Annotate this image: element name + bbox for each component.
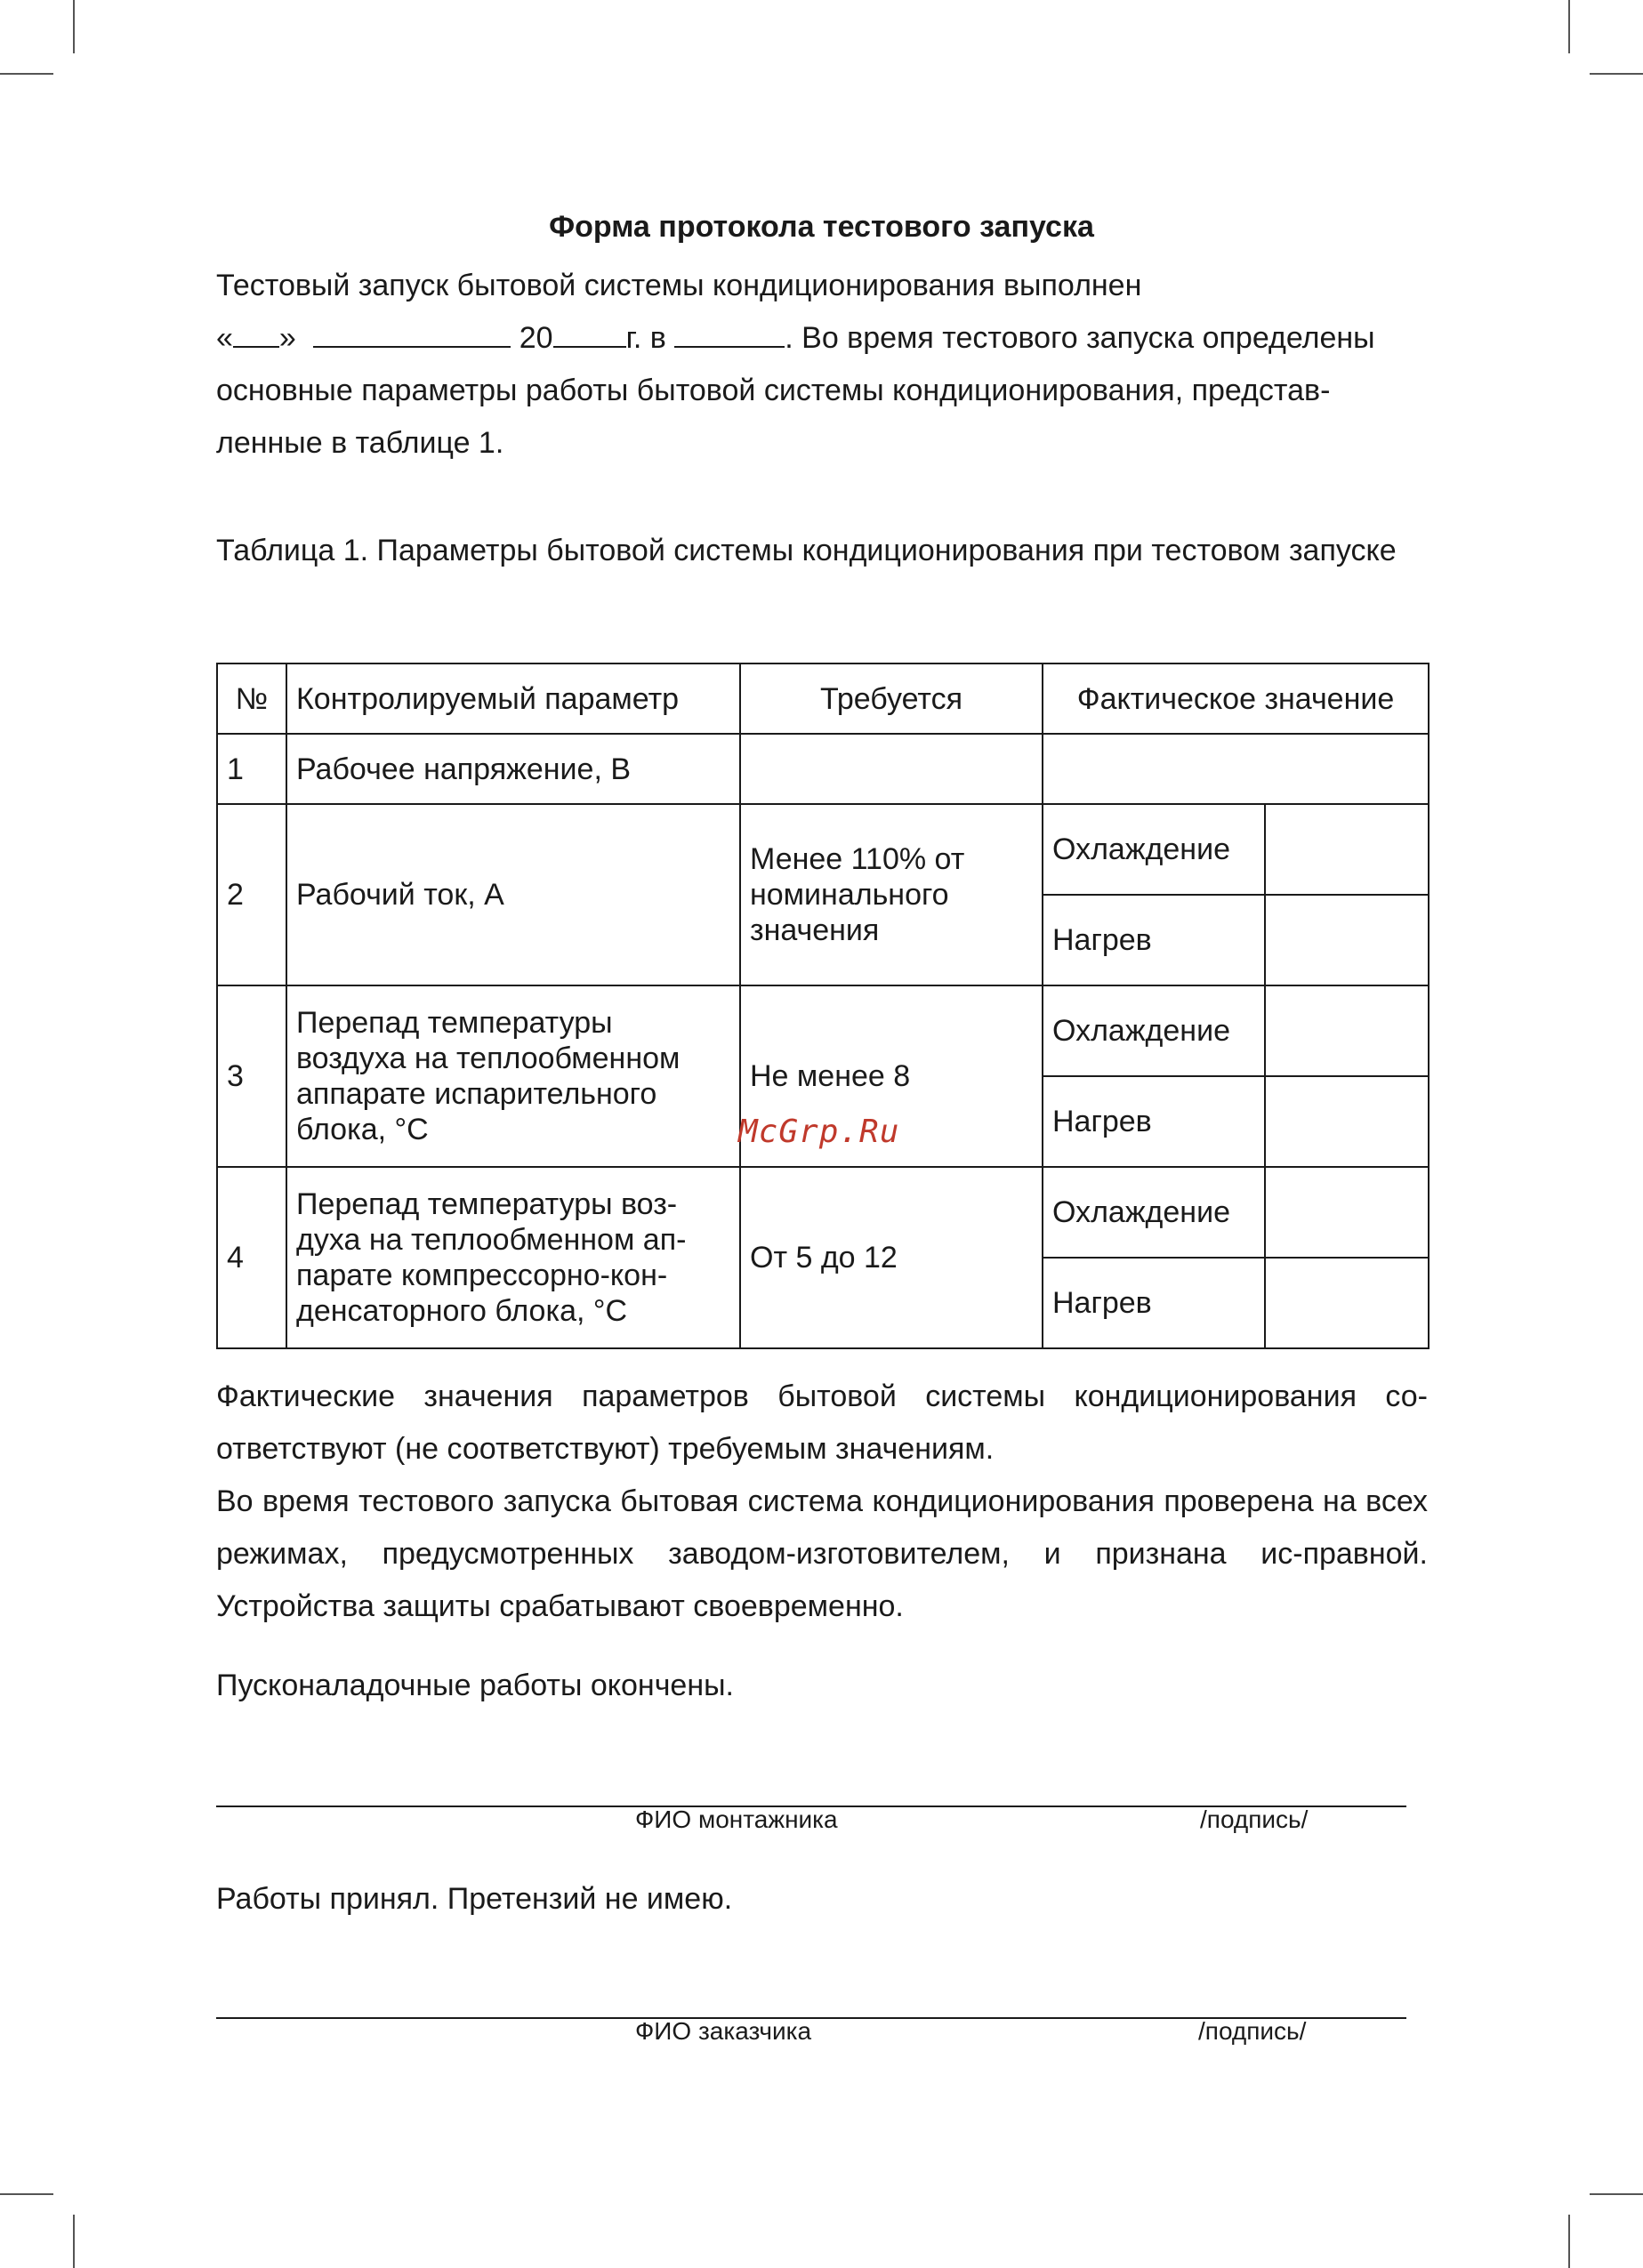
body-paragraph-4: Работы принял. Претензий не имею.: [216, 1882, 733, 1916]
row-param: Перепад температуры воздуха на теплообменном аппарате испарительного блока, °С: [286, 985, 740, 1167]
mode-label: Охлаждение: [1043, 804, 1265, 895]
actual-value-cell[interactable]: [1265, 1258, 1429, 1348]
actual-value-cell[interactable]: [1265, 1167, 1429, 1258]
intro-line-4: ленные в таблице 1.: [216, 426, 504, 460]
intro-line-2: « » 20 г. в . Во время тестового запуска определены: [216, 321, 1375, 355]
table-row: [217, 804, 1429, 895]
row-param: Перепад температуры воз-духа на теплообменном ап-парате компрессорно-кон-денсаторного блока, °С: [286, 1167, 740, 1348]
header-actual: Фактическое значение: [1043, 664, 1429, 734]
crop-mark: [0, 2193, 53, 2195]
table-header-row: [217, 664, 1429, 734]
parameters-table: [216, 663, 1430, 1349]
body-paragraph-1: Фактические значения параметров бытовой системы кондиционирования со-ответствуют (не соответствуют) требуемым значениям.: [216, 1379, 1428, 1466]
row-num: 1: [217, 734, 286, 804]
mode-label: Нагрев: [1043, 1076, 1265, 1167]
row-param: Рабочий ток, А: [286, 804, 740, 985]
table-row: [217, 1167, 1429, 1258]
actual-value-cell[interactable]: [1265, 1076, 1429, 1167]
place-blank[interactable]: [674, 321, 785, 348]
table-caption: Таблица 1. Параметры бытовой системы кондиционирования при тестовом запуске: [216, 534, 1397, 567]
crop-mark: [1568, 2215, 1570, 2268]
watermark: McGrp.Ru: [738, 1114, 900, 1150]
mode-label: Охлаждение: [1043, 1167, 1265, 1258]
day-blank[interactable]: [233, 321, 279, 348]
intro-line-1: Тестовый запуск бытовой системы кондиционирования выполнен: [216, 269, 1142, 302]
actual-value-cell[interactable]: [1265, 804, 1429, 895]
actual-value-cell[interactable]: [1043, 734, 1429, 804]
customer-name-caption: ФИО заказчика: [635, 2017, 812, 2045]
table-row: [217, 734, 1429, 804]
row-num: 3: [217, 985, 286, 1167]
header-num: №: [217, 664, 286, 734]
mode-label: Нагрев: [1043, 895, 1265, 985]
intro-line-3: основные параметры работы бытовой системы кондиционирования, представ-: [216, 374, 1331, 407]
crop-mark: [73, 0, 75, 53]
installer-signature-caption: /подпись/: [1200, 1806, 1309, 1833]
crop-mark: [1590, 2193, 1643, 2195]
actual-value-cell[interactable]: [1265, 895, 1429, 985]
row-num: 2: [217, 804, 286, 985]
row-param: Рабочее напряжение, В: [286, 734, 740, 804]
row-num: 4: [217, 1167, 286, 1348]
document-title: Форма протокола тестового запуска: [549, 210, 1094, 244]
mode-label: Охлаждение: [1043, 985, 1265, 1076]
crop-mark: [0, 73, 53, 75]
customer-signature-caption: /подпись/: [1198, 2017, 1307, 2045]
row-required: Менее 110% от номинального значения: [740, 804, 1043, 985]
header-param: Контролируемый параметр: [286, 664, 740, 734]
header-required: Требуется: [740, 664, 1043, 734]
table-row: [217, 985, 1429, 1076]
body-paragraph-2: Во время тестового запуска бытовая система кондиционирования проверена на всех режимах, предусмотренных заводом-изготовителем, и признана ис-правной. Устройства защиты срабатывают своевременно.: [216, 1484, 1428, 1623]
actual-value-cell[interactable]: [1265, 985, 1429, 1076]
mode-label: Нагрев: [1043, 1258, 1265, 1348]
row-required: От 5 до 12: [740, 1167, 1043, 1348]
crop-mark: [73, 2215, 75, 2268]
intro-paragraph: [216, 260, 1428, 470]
body-paragraph-3: Пусконаладочные работы окончены.: [216, 1669, 734, 1702]
crop-mark: [1568, 0, 1570, 53]
month-blank[interactable]: [313, 321, 511, 348]
row-required: Не менее 8: [740, 985, 1043, 1167]
installer-name-caption: ФИО монтажника: [635, 1806, 838, 1833]
year-blank[interactable]: [553, 321, 626, 348]
crop-mark: [1590, 73, 1643, 75]
row-required: [740, 734, 1043, 804]
